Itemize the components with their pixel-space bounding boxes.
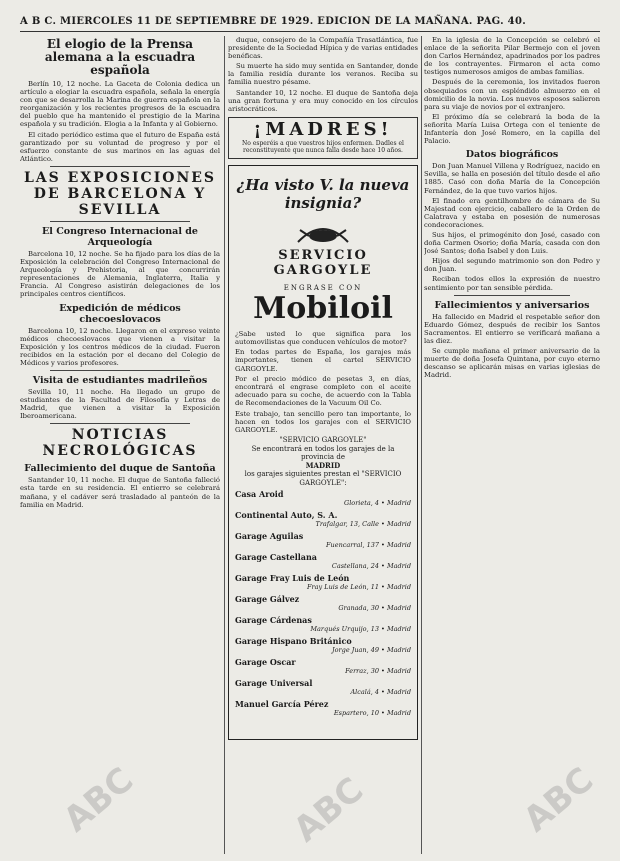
garage-entry bbox=[235, 700, 411, 718]
garage-address: Marqués Urquijo, 13 • Madrid bbox=[310, 625, 411, 634]
paragraph: Sevilla 10, 11 noche. Ha llegado un grupo de estudiantes de la Facultad de Filosofía y Letras de Madrid, que vienen a visitar la Exposición Iberoamericana. bbox=[20, 387, 220, 421]
paragraph: Barcelona 10, 12 noche. Se ha fijado para los días de la Exposición la celebración del Congreso Internacional de Arqueología y Prehistoria, al que concurrirán representaciones de Alemania, Inglaterra, Italia y Francia. Al Congreso asistirán delegaciones de los principales centros científicos. bbox=[20, 249, 220, 299]
column-middle bbox=[228, 36, 418, 856]
headline-exposiciones: LAS EXPOSICIONES DE BARCELONA Y SEVILLA bbox=[23, 169, 217, 218]
garage-address: Alcalá, 4 • Madrid bbox=[350, 688, 411, 697]
divider bbox=[50, 221, 190, 222]
gargoyle-icon bbox=[238, 212, 408, 246]
paragraph: El finado era gentilhombre de cámara de Su Majestad con ejercicio, caballero de la Orden de Calatrava y estaba en posesión de numerosas condecoraciones. bbox=[424, 196, 600, 229]
ad-line: Se encontrará en todos los garajes de la provincia de bbox=[251, 444, 395, 462]
garage-name: Continental Auto, S. A. bbox=[235, 510, 338, 521]
garage-entry bbox=[235, 532, 411, 550]
garage-name: Garage Universal bbox=[235, 678, 313, 689]
divider bbox=[50, 423, 190, 424]
paragraph: duque, consejero de la Compañía Trasatlántica, fue presidente de la Sociedad Hípica y de varias entidades benéficas. bbox=[228, 36, 418, 61]
garage-entry bbox=[235, 595, 411, 613]
divider bbox=[50, 166, 190, 167]
garage-address: Fray Luis de León, 11 • Madrid bbox=[307, 583, 411, 592]
headline-datos: Datos biográficos bbox=[465, 149, 559, 161]
garage-name: Casa Aroid bbox=[235, 489, 284, 500]
headline-necrologicas: NOTICIAS NECROLÓGICAS bbox=[42, 427, 198, 460]
paragraph: Don Juan Manuel Villena y Rodríguez, nacido en Sevilla, se halla en posesión del título desde el año 1885. Casó con doña María de la Concepción Fernández, de la que tuvo varios hijos. bbox=[424, 162, 600, 195]
paragraph: Berlín 10, 12 noche. La Gaceta de Colonia dedica un artículo a elogiar la escuadra española, señala la energía con que se desarrolla la Marina de guerra española en la reorganización y los recientes progresos de la escuadra del pueblo que ha mantenido el prestigio de la Marina española y su tradición. Elogia a la Infanta y al Gobierno. bbox=[20, 80, 220, 129]
ad-question: ¿Ha visto V. la nueva insignia? bbox=[236, 175, 410, 212]
garage-address: Ferraz, 30 • Madrid bbox=[345, 667, 411, 676]
garage-list bbox=[235, 490, 411, 718]
garage-name: Garage Fray Luis de León bbox=[235, 573, 350, 584]
garage-entry bbox=[235, 679, 411, 697]
garage-entry bbox=[235, 574, 411, 592]
garage-address: Trafalgar, 13, Calle • Madrid bbox=[315, 520, 411, 529]
mobiloil-ad bbox=[228, 165, 418, 740]
page-header: A B C. MIERCOLES 11 DE SEPTIEMBRE DE 1929. EDICION DE LA MAÑANA. PAG. 40. bbox=[20, 15, 600, 32]
paragraph: El próximo día se celebrará la boda de la señorita María Luisa Ortega con el teniente de Infantería don José Romero, en la capilla del Palacio. bbox=[424, 112, 600, 146]
watermark: ABC bbox=[56, 759, 142, 841]
paragraph: El citado periódico estima que el futuro de España está garantizado por su voluntad de progreso y por el esfuerzo constante de sus marinos en las aguas del Atlántico. bbox=[20, 130, 220, 163]
gargoyle-logo bbox=[235, 212, 411, 242]
paragraph: Sus hijos, el primogénito don José, casado con doña Carmen Osorio; doña María, casada con don José Santos; doña Isabel y don Luis. bbox=[424, 230, 600, 256]
garage-address: Granada, 30 • Madrid bbox=[338, 604, 411, 613]
ad-line: los garajes siguientes prestan el "SERVICIO GARGOYLE": bbox=[244, 470, 402, 487]
garage-name: Manuel García Pérez bbox=[235, 699, 329, 710]
madres-text: No esperéis a que vuestros hijos enfermen. Dadles el reconstituyente que nunca falla desde hace 10 años. bbox=[242, 139, 404, 154]
watermark: ABC bbox=[286, 769, 372, 851]
headline-estudiantes: Visita de estudiantes madrileños bbox=[32, 374, 208, 386]
garage-name: Garage Cárdenas bbox=[235, 615, 312, 626]
paragraph: Su muerte ha sido muy sentida en Santander, donde la familia residía durante los veranos. Reciba su familia nuestro pésame. bbox=[228, 62, 418, 87]
column-divider bbox=[224, 36, 225, 854]
garage-entry bbox=[235, 553, 411, 571]
paragraph: Se cumple mañana el primer aniversario de la muerte de doña Josefa Quintana, por cuyo eterno descanso se aplicarán misas en varias iglesias de Madrid. bbox=[424, 347, 600, 380]
garage-entry bbox=[235, 616, 411, 634]
ad-product: Mobiloil bbox=[253, 290, 393, 326]
divider bbox=[454, 295, 570, 296]
headline-congreso: El Congreso Internacional de Arqueología bbox=[42, 225, 198, 248]
headline-elogio: El elogio de la Prensa alemana a la escuadra española bbox=[44, 37, 196, 77]
garage-name: Garage Oscar bbox=[235, 657, 296, 668]
madres-ad bbox=[228, 117, 418, 159]
paragraph: Barcelona 10, 12 noche. Llegaron en el expreso veinte médicos checoeslovacos que vienen a visitar la Exposición y los centros médicos de la ciudad. Fueron recibidos en la estación por el decano del Colegio de Médicos y varios profesores. bbox=[20, 326, 220, 367]
paragraph: Después de la ceremonia, los invitados fueron obsequiados con un espléndido almuerzo en el domicilio de la novia. Los nuevos esposos salieron para su viaje de novios por el extranjero. bbox=[424, 78, 600, 111]
garage-address: Fuencarral, 137 • Madrid bbox=[326, 541, 411, 550]
ad-paragraph: Por el precio módico de pesetas 3, en días, encontrará el engrase completo con el aceite adecuado para su coche, de acuerdo con la Tabla de Recomendaciones de la Vacuum Oil Co. bbox=[235, 374, 411, 408]
paragraph: Ha fallecido en Madrid el respetable señor don Eduardo Gómez, después de recibir los Santos Sacramentos. El entierro se verificará mañana a las diez. bbox=[424, 312, 600, 345]
paragraph: Hijos del segundo matrimonio son don Pedro y don Juan. bbox=[424, 257, 600, 274]
madres-title: ¡MADRES! bbox=[253, 118, 393, 140]
garage-name: Garage Gálvez bbox=[235, 594, 300, 605]
garage-address: Glorieta, 4 • Madrid bbox=[344, 499, 411, 508]
paragraph: En la iglesia de la Concepción se celebró el enlace de la señorita Pilar Bermejo con el joven don Carlos Hernández, apadrinados por los padres de los contrayentes. Firmaron el acta como testigos numerosos amigos de ambas familias. bbox=[424, 36, 600, 77]
paragraph: Santander 10, 12 noche. El duque de Santoña deja una gran fortuna y era muy conocido en los círculos aristocráticos. bbox=[228, 88, 418, 113]
column-right bbox=[424, 36, 600, 856]
ad-brand: SERVICIO GARGOYLE bbox=[273, 247, 373, 278]
garage-entry bbox=[235, 658, 411, 676]
ad-paragraph: En todas partes de España, los garajes más importantes, tienen el cartel SERVICIO GARGOYLE. bbox=[235, 348, 411, 373]
garage-address: Espartero, 10 • Madrid bbox=[333, 709, 411, 718]
garage-entry bbox=[235, 637, 411, 655]
divider bbox=[50, 370, 190, 371]
ad-line: MADRID bbox=[305, 460, 341, 470]
column-divider bbox=[421, 36, 422, 854]
ad-paragraph: Este trabajo, tan sencillo pero tan importante, lo hacen en todos los garajes con el SERVICIO GARGOYLE. bbox=[235, 409, 411, 435]
garage-address: Castellana, 24 • Madrid bbox=[331, 562, 411, 571]
ad-paragraph: ¿Sabe usted lo que significa para los automovilistas que conducen vehículos de motor? bbox=[235, 329, 411, 347]
garage-entry bbox=[235, 490, 411, 508]
headline-duque: Fallecimiento del duque de Santoña bbox=[24, 463, 216, 475]
ad-engrase: ENGRASE CON bbox=[283, 283, 363, 292]
paragraph: Reciban todos ellos la expresión de nuestro sentimiento por tan sensible pérdida. bbox=[424, 275, 600, 292]
garage-entry bbox=[235, 511, 411, 529]
garage-address: Jorge Juan, 49 • Madrid bbox=[332, 646, 411, 655]
paragraph: Santander 10, 11 noche. El duque de Santoña falleció esta tarde en su residencia. El entierro se celebrará mañana, y el cadáver será trasladado al panteón de la familia en Madrid. bbox=[20, 476, 220, 509]
garage-name: Garage Aguilas bbox=[235, 531, 304, 542]
column-left bbox=[20, 36, 220, 856]
ad-line: "SERVICIO GARGOYLE" bbox=[279, 436, 367, 445]
garage-name: Garage Hispano Británico bbox=[235, 636, 352, 647]
garage-name: Garage Castellana bbox=[235, 552, 317, 563]
watermark: ABC bbox=[516, 759, 602, 841]
headline-medicos: Expedición de médicos checoeslovacos bbox=[59, 302, 181, 325]
headline-fallecimientos: Fallecimientos y aniversarios bbox=[434, 299, 590, 311]
